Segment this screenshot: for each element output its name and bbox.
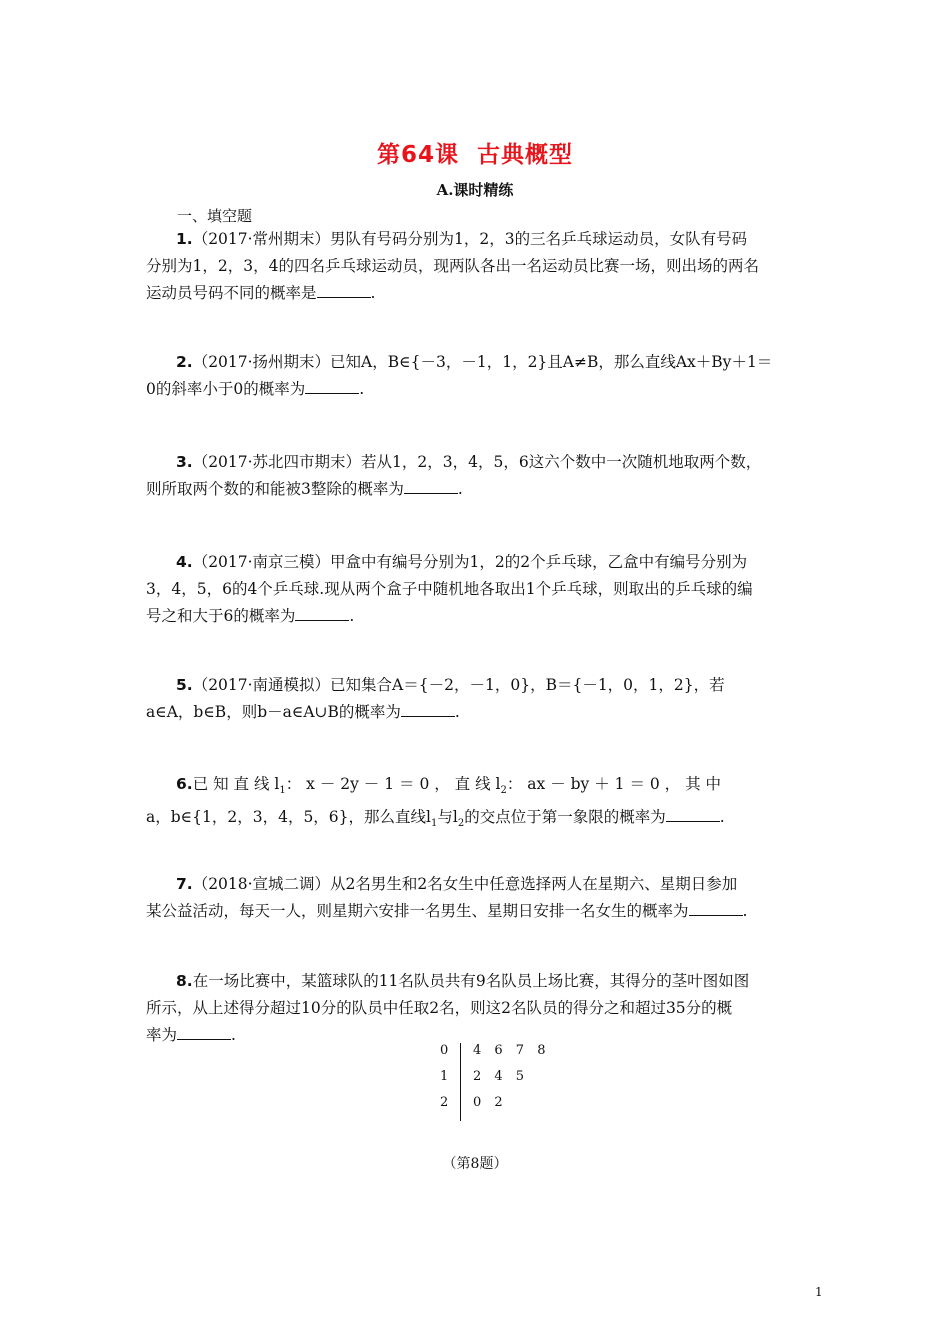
question-1: 1.（2017·常州期末）男队有号码分别为1，2，3的三名乒乓球运动员，女队有号码 分别为1，2，3，4的四名乒乓球运动员，现两队各出一名运动员比赛一场，则出场的两名 运动员号码不同的概率是 .: [146, 230, 759, 302]
figure-caption: （第8题）: [442, 1156, 508, 1172]
leaf-values: 0 2: [473, 1095, 503, 1110]
stem-value: 1: [440, 1069, 449, 1084]
question-7: 7.（2018·宣城二调）从2名男生和2名女生中任意选择两人在星期六、星期日参加 某公益活动，每天一人，则星期六安排一名男生、星期日安排一名女生的概率为 .: [146, 875, 748, 920]
answer-blank: [317, 283, 371, 298]
answer-blank: [177, 1025, 231, 1040]
leaf-values: 4 6 7 8: [473, 1043, 546, 1058]
stem-value: 2: [440, 1095, 449, 1110]
question-3: 3.（2017·苏北四市期末）若从1，2，3，4，5，6这六个数中一次随机地取两个数， 则所取两个数的和能被3整除的概率为 .: [146, 453, 762, 498]
answer-blank: [404, 479, 458, 494]
stem-divider-line: [460, 1043, 461, 1121]
question-6: 6.已 知 直 线 $l_1$： x － 2y － 1 ＝ 0 ， 直 线 $l_2$： ax － by ＋ 1 ＝ 0 ， 其 中 a，b∈{1，2，3，4，5，6}，那么直线$l_1$与$l_2$的交点位于第一象限的概率为 .: [146, 775, 725, 830]
leaf-values: 2 4 5: [473, 1069, 525, 1084]
subtitle: A.课时精练: [436, 181, 514, 199]
page-title: [0, 136, 950, 169]
answer-blank: [295, 606, 349, 621]
question-8: 8.在一场比赛中，某篮球队的11名队员共有9名队员上场比赛，其得分的茎叶图如图 所示，从上述得分超过10分的队员中任取2名，则这2名队员的得分之和超过35分的概 率为 .: [146, 972, 750, 1044]
answer-blank: [666, 807, 720, 822]
lesson-number: 第64课: [376, 142, 459, 168]
lesson-topic: 古典概型: [477, 142, 573, 168]
question-2: 2.（2017·扬州期末）已知A，B∈{－3，－1，1，2}且A≠B，那么直线Ax＋By＋1＝ 0的斜率小于0的概率为 .: [146, 353, 773, 398]
page-number: 1: [815, 1285, 823, 1299]
question-5: 5.（2017·南通模拟）已知集合A＝{－2，－1，0}，B＝{－1，0，1，2}，若 a∈A，b∈B，则b－a∈A∪B的概率为 .: [146, 676, 725, 721]
answer-blank: [305, 379, 359, 394]
stem-value: 0: [440, 1043, 449, 1058]
answer-blank: [401, 702, 455, 717]
question-4: 4.（2017·南京三模）甲盒中有编号分别为1，2的2个乒乓球，乙盒中有编号分别为 3，4，5，6的4个乒乓球.现从两个盒子中随机地各取出1个乒乓球，则取出的乒乓球的编 号之和大于6的概率为 .: [146, 553, 753, 625]
section-heading: 一、填空题: [177, 207, 253, 225]
answer-blank: [689, 901, 743, 916]
